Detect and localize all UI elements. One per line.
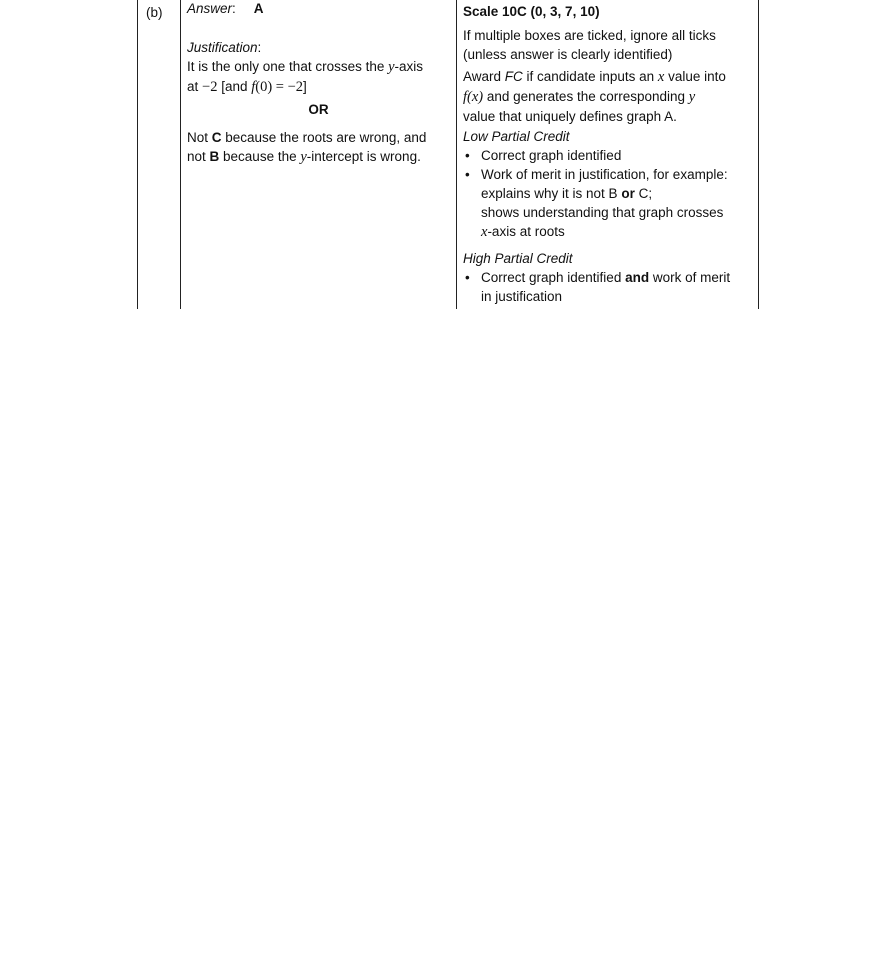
list-item: • Correct graph identified and work of merit in justification [465,270,731,304]
solution-column [181,0,457,309]
justification-block [187,38,423,97]
low-partial-credit-label: Low Partial Credit [463,129,570,144]
list-item: • Work of merit in justification, for example: explains why it is not B or C; shows understanding that graph crosses x-axis at roots [465,167,728,240]
justification-colon: : [257,40,262,55]
justification-line-1: It is the only one that crosses the y-axis [187,59,424,75]
low-partial-credit [463,127,755,242]
scale-heading: Scale 10C (0, 3, 7, 10) [463,4,600,19]
marking-scheme-row [137,0,759,309]
answer-value: A [253,1,264,16]
justification-label: Justification [187,40,258,55]
part-label: (b) [146,5,163,20]
multiple-ticks-note: If multiple boxes are ticked, ignore all ticks (unless answer is clearly identified) [463,28,716,62]
high-partial-credit [463,249,755,306]
answer-colon: : [232,1,236,16]
marking-notes-column [457,0,758,309]
answer-line [187,1,264,16]
list-item: • Correct graph identified [465,148,622,163]
part-column [138,0,181,309]
follow-through-note: Award FC if candidate inputs an x value into f(x) and generates the corresponding y value that uniquely defines graph A. [463,69,726,124]
alternative-justification: Not C because the roots are wrong, and not B because the y-intercept is wrong. [187,130,427,165]
high-partial-credit-label: High Partial Credit [463,251,573,266]
justification-line-2: at −2 [and f(0) = −2] [187,79,307,95]
answer-label: Answer [187,1,233,16]
or-separator: OR [308,102,329,117]
